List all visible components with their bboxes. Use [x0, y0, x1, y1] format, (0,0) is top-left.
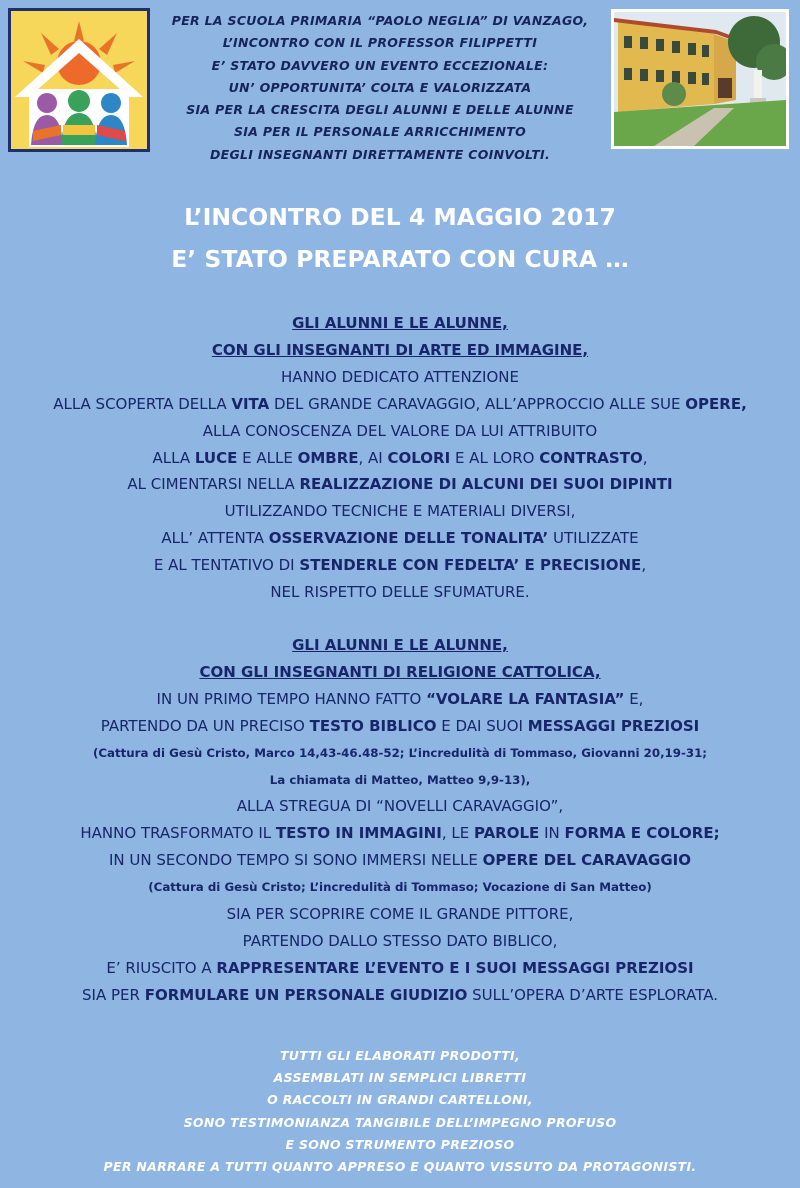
- outro-line: ASSEMBLATI IN SEMPLICI LIBRETTI: [273, 1070, 527, 1086]
- outro-line: TUTTI GLI ELABORATI PRODOTTI,: [279, 1048, 521, 1063]
- section-heading: GLI ALUNNI E LE ALUNNE,: [292, 636, 508, 654]
- intro-line: SIA PER IL PERSONALE ARRICCHIMENTO: [233, 124, 527, 140]
- body-line: NEL RISPETTO DELLE SFUMATURE.: [270, 583, 530, 602]
- school-logo-icon: [8, 8, 150, 152]
- title-line-1: L’INCONTRO DEL 4 MAGGIO 2017: [184, 203, 616, 231]
- body-line: ALL’ ATTENTA OSSERVAZIONE DELLE TONALITA’ UTILIZZATE: [161, 529, 639, 548]
- citation-line: (Cattura di Gesù Cristo; L’incredulità di Tommaso; Vocazione di San Matteo): [148, 880, 652, 895]
- intro-text: [160, 10, 600, 166]
- section-heading: GLI ALUNNI E LE ALUNNE,: [292, 314, 508, 332]
- body-line: ALLA STREGUA DI “NOVELLI CARAVAGGIO”,: [236, 797, 564, 816]
- section-religione: [0, 632, 800, 1009]
- school-building-photo: [611, 9, 789, 149]
- citation-line: La chiamata di Matteo, Matteo 9,9-13),: [269, 772, 531, 787]
- title-line-2: E’ STATO PREPARATO CON CURA …: [171, 245, 629, 273]
- body-line: E AL TENTATIVO DI STENDERLE CON FEDELTA’ E PRECISIONE,: [153, 556, 647, 575]
- intro-line: SIA PER LA CRESCITA DEGLI ALUNNI E DELLE ALUNNE: [186, 102, 574, 118]
- body-line: IN UN SECONDO TEMPO SI SONO IMMERSI NELLE OPERE DEL CARAVAGGIO: [108, 851, 692, 870]
- body-line: PARTENDO DA UN PRECISO TESTO BIBLICO E DAI SUOI MESSAGGI PREZIOSI: [100, 716, 700, 735]
- intro-line: DEGLI INSEGNANTI DIRETTAMENTE COINVOLTI.: [209, 146, 551, 162]
- outro-line: O RACCOLTI IN GRANDI CARTELLONI,: [267, 1092, 533, 1108]
- outro-line: E SONO STRUMENTO PREZIOSO: [285, 1136, 515, 1152]
- outro-line: SONO TESTIMONIANZA TANGIBILE DELL’IMPEGNO PROFUSO: [183, 1114, 617, 1130]
- closing-text: [0, 1045, 800, 1178]
- section-arte: [0, 310, 800, 606]
- body-line: ALLA CONOSCENZA DEL VALORE DA LUI ATTRIBUITO: [202, 421, 598, 440]
- body-line: HANNO TRASFORMATO IL TESTO IN IMMAGINI, LE PAROLE IN FORMA E COLORE;: [80, 824, 720, 843]
- body-line: UTILIZZANDO TECNICHE E MATERIALI DIVERSI,: [224, 502, 576, 521]
- intro-line: L’INCONTRO CON IL PROFESSOR FILIPPETTI: [222, 35, 538, 51]
- body-line: PARTENDO DALLO STESSO DATO BIBLICO,: [242, 931, 558, 950]
- intro-line: PER LA SCUOLA PRIMARIA “PAOLO NEGLIA” DI VANZAGO,: [171, 13, 589, 28]
- body-line: E’ RIUSCITO A RAPPRESENTARE L’EVENTO E I SUOI MESSAGGI PREZIOSI: [106, 958, 694, 977]
- body-line: IN UN PRIMO TEMPO HANNO FATTO “VOLARE LA FANTASIA” E,: [156, 689, 644, 708]
- body-line: ALLA LUCE E ALLE OMBRE, AI COLORI E AL LORO CONTRASTO,: [152, 448, 648, 467]
- section-subheading: CON GLI INSEGNANTI DI RELIGIONE CATTOLICA,: [199, 662, 601, 681]
- body-line: AL CIMENTARSI NELLA REALIZZAZIONE DI ALCUNI DEI SUOI DIPINTI: [127, 475, 673, 494]
- intro-line: E’ STATO DAVVERO UN EVENTO ECCEZIONALE:: [211, 57, 549, 73]
- section-subheading: CON GLI INSEGNANTI DI ARTE ED IMMAGINE,: [211, 340, 589, 359]
- page-title: [0, 196, 800, 280]
- body-line: ALLA SCOPERTA DELLA VITA DEL GRANDE CARAVAGGIO, ALL’APPROCCIO ALLE SUE OPERE,: [53, 394, 747, 413]
- citation-line: (Cattura di Gesù Cristo, Marco 14,43-46.48-52; L’incredulità di Tommaso, Giovanni 20,19-31;: [92, 745, 708, 760]
- body-line: SIA PER FORMULARE UN PERSONALE GIUDIZIO SULL’OPERA D’ARTE ESPLORATA.: [82, 985, 718, 1004]
- outro-line: PER NARRARE A TUTTI QUANTO APPRESO E QUANTO VISSUTO DA PROTAGONISTI.: [103, 1159, 697, 1175]
- body-line: SIA PER SCOPRIRE COME IL GRANDE PITTORE,: [226, 905, 574, 924]
- intro-line: UN’ OPPORTUNITA’ COLTA E VALORIZZATA: [228, 79, 532, 95]
- body-line: HANNO DEDICATO ATTENZIONE: [281, 367, 519, 386]
